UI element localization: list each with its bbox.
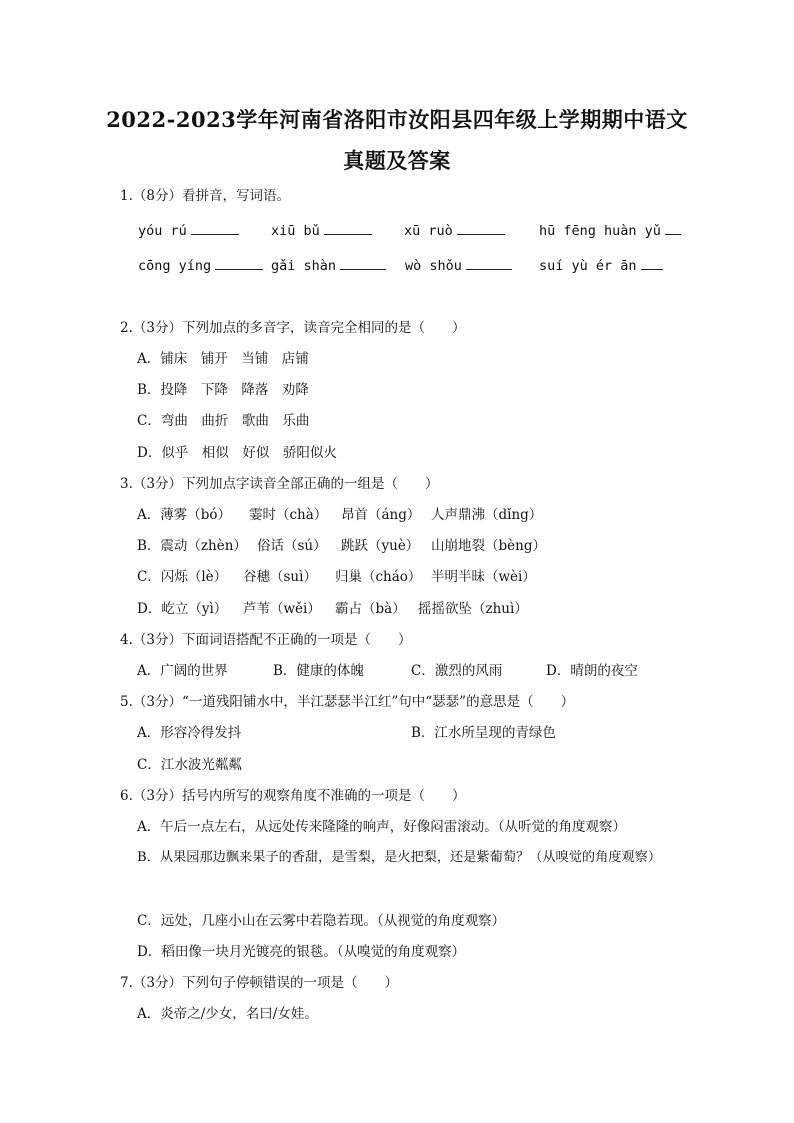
option-d[interactable]: D．稻田像一块月光镀亮的银毯。（从嗅觉的角度观察） bbox=[137, 944, 466, 960]
option-item: 跳跃（yuè） bbox=[341, 538, 420, 554]
option-item: 霸占（bà） bbox=[335, 601, 406, 617]
option-a[interactable]: A．午后一点左右，从远处传来隆隆的响声，好像闷雷滚动。（从听觉的角度观察） bbox=[137, 819, 626, 835]
answer-blank[interactable] bbox=[215, 257, 263, 270]
option-a[interactable]: A．形容冷得发抖 bbox=[137, 725, 242, 741]
answer-blank[interactable] bbox=[324, 222, 372, 235]
pinyin-item bbox=[138, 257, 263, 275]
option-c[interactable]: C．远处，几座小山在云雾中若隐若现。（从视觉的角度观察） bbox=[137, 913, 506, 929]
question-4-stem: 4.（3分）下面词语搭配不正确的一项是（ ） bbox=[120, 632, 412, 648]
pinyin-text: hū fēng huàn yǔ bbox=[539, 223, 661, 239]
answer-blank[interactable] bbox=[665, 222, 681, 235]
pinyin-item bbox=[405, 257, 512, 275]
option-item: 俗话（sú） bbox=[257, 538, 327, 554]
option-b[interactable]: B．健康的体魄 bbox=[273, 663, 364, 679]
pinyin-text: xū ruò bbox=[404, 223, 453, 239]
pinyin-item bbox=[539, 257, 663, 275]
question-3-stem: 3.（3分）下列加点字读音全部正确的一组是（ ） bbox=[120, 476, 439, 492]
option-c[interactable]: C．闪烁（lè） bbox=[137, 569, 228, 585]
question-7-stem: 7.（3分）下列句子停顿错误的一项是（ ） bbox=[120, 975, 398, 991]
doc-title-line1: 2022-2023学年河南省洛阳市汝阳县四年级上学期期中语文 bbox=[106, 107, 688, 132]
pinyin-item bbox=[539, 222, 681, 240]
pinyin-text: cōng yíng bbox=[138, 258, 212, 274]
option-item: 昂首（áng） bbox=[341, 507, 421, 523]
option-a[interactable]: A．薄雾（bó） bbox=[137, 507, 232, 523]
answer-blank[interactable] bbox=[641, 257, 663, 270]
option-b[interactable]: B．从果园那边飘来果子的香甜，是雪梨，是火把梨，还是紫葡萄？（从嗅觉的角度观察） bbox=[137, 850, 661, 865]
option-item: 山崩地裂（bèng） bbox=[431, 538, 546, 554]
option-c[interactable]: C．激烈的风雨 bbox=[411, 663, 503, 679]
option-item: 摇摇欲坠（zhuì） bbox=[418, 601, 528, 617]
pinyin-text: wò shǒu bbox=[405, 258, 462, 274]
pinyin-item bbox=[271, 257, 386, 275]
option-a[interactable]: A．广阔的世界 bbox=[137, 663, 228, 679]
pinyin-text: yóu rú bbox=[138, 223, 187, 239]
option-item: 半明半昧（wèi） bbox=[431, 569, 536, 585]
question-2-stem: 2.（3分）下列加点的多音字，读音完全相同的是（ ） bbox=[120, 320, 466, 336]
option-b[interactable]: B．震动（zhèn） bbox=[137, 538, 247, 554]
option-c[interactable]: C．江水波光粼粼 bbox=[137, 757, 242, 773]
answer-blank[interactable] bbox=[466, 257, 512, 270]
option-a[interactable]: A．铺床 铺开 当铺 店铺 bbox=[137, 351, 309, 367]
option-item: 芦苇（wěi） bbox=[243, 601, 321, 617]
option-item: 霎时（chà） bbox=[249, 507, 328, 523]
option-b[interactable]: B．投降 下降 降落 劝降 bbox=[137, 382, 309, 398]
pinyin-item bbox=[138, 222, 239, 240]
question-5-stem: 5.（3分）“一道残阳铺水中，半江瑟瑟半江红”句中“瑟瑟”的意思是（ ） bbox=[120, 694, 575, 710]
option-b[interactable]: B．江水所呈现的青绿色 bbox=[411, 725, 556, 741]
option-d[interactable]: D．似乎 相似 好似 骄阳似火 bbox=[137, 445, 337, 461]
answer-blank[interactable] bbox=[457, 222, 505, 235]
pinyin-text: xiū bǔ bbox=[271, 223, 320, 239]
answer-blank[interactable] bbox=[191, 222, 239, 235]
pinyin-text: gǎi shàn bbox=[271, 258, 337, 274]
question-1-stem: 1.（8分）看拼音，写词语。 bbox=[120, 188, 290, 204]
option-d[interactable]: D．屹立（yì） bbox=[137, 601, 228, 617]
option-a[interactable]: A．炎帝之/少女，名曰/女娃。 bbox=[137, 1006, 318, 1022]
pinyin-item bbox=[271, 222, 372, 240]
doc-title-line2: 真题及答案 bbox=[343, 148, 451, 173]
pinyin-item bbox=[404, 222, 505, 240]
option-c[interactable]: C．弯曲 曲折 歌曲 乐曲 bbox=[137, 413, 310, 429]
option-d[interactable]: D．晴朗的夜空 bbox=[546, 663, 638, 679]
question-6-stem: 6.（3分）括号内所写的观察角度不准确的一项是（ ） bbox=[120, 788, 466, 804]
pinyin-text: suí yù ér ān bbox=[539, 258, 637, 274]
answer-blank[interactable] bbox=[340, 257, 386, 270]
option-item: 谷穗（suì） bbox=[243, 569, 317, 585]
option-item: 人声鼎沸（dǐng） bbox=[431, 507, 543, 523]
option-item: 归巢（cháo） bbox=[335, 569, 422, 585]
